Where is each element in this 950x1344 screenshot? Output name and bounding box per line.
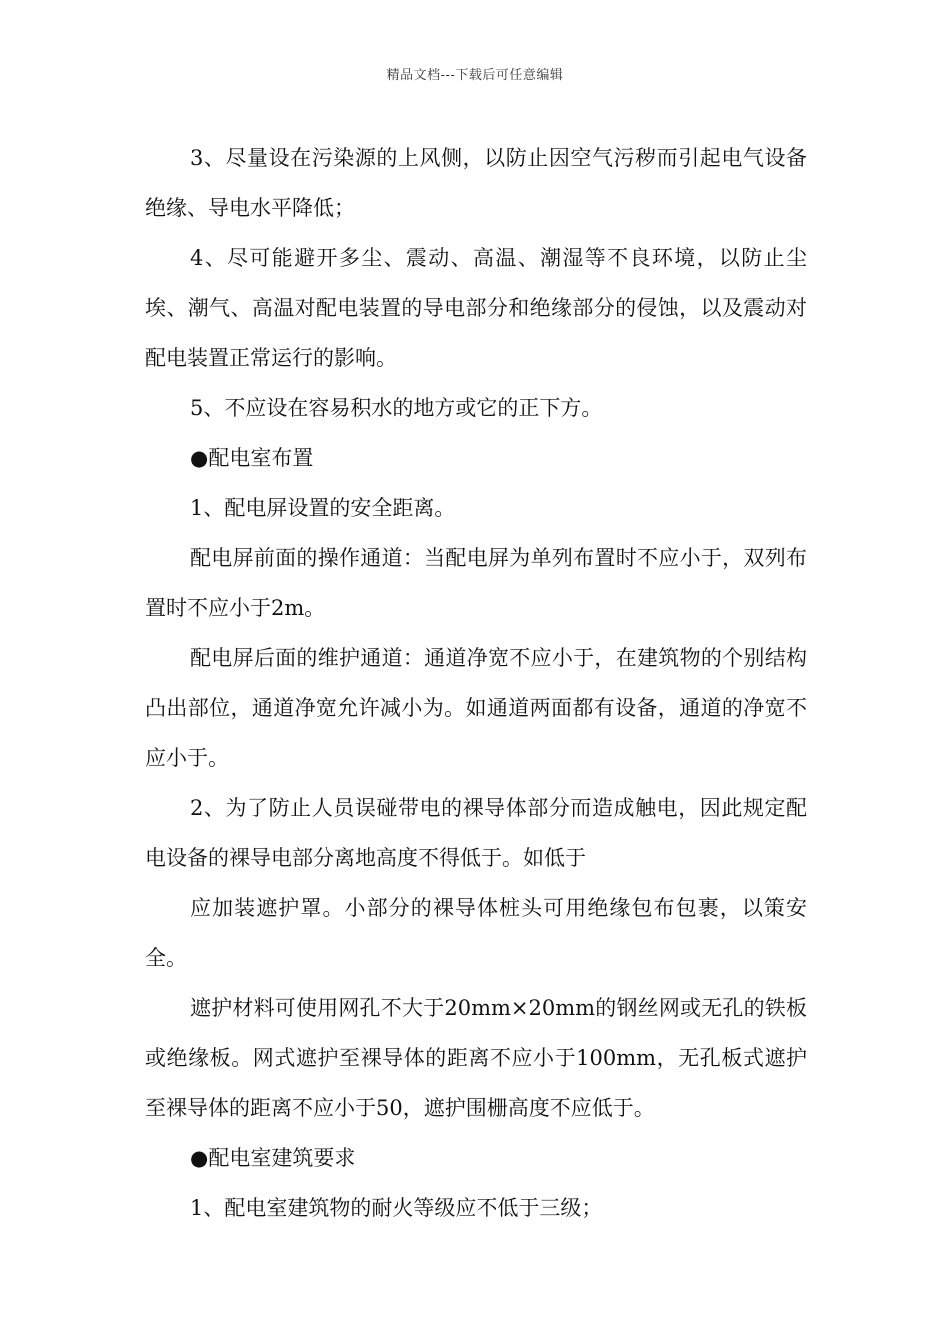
page-header: 精品文档---下载后可任意编辑 — [386, 68, 564, 83]
paragraph: 2、为了防止人员误碰带电的裸导体部分而造成触电，因此规定配电设备的裸导电部分离地高度不得低于。如低于 — [145, 796, 807, 870]
section-heading: ●配电室建筑要求 — [190, 1146, 356, 1170]
document-body — [145, 133, 807, 1233]
paragraph: 1、配电屏设置的安全距离。 — [190, 496, 456, 520]
paragraph: 配电屏后面的维护通道：通道净宽不应小于，在建筑物的个别结构凸出部位，通道净宽允许减小为。如通道两面都有设备，通道的净宽不应小于。 — [145, 646, 807, 770]
paragraph: 遮护材料可使用网孔不大于20mm×20mm的钢丝网或无孔的铁板或绝缘板。网式遮护至裸导体的距离不应小于100mm，无孔板式遮护至裸导体的距离不应小于50，遮护围栅高度不应低于。 — [145, 996, 807, 1120]
paragraph: 5、不应设在容易积水的地方或它的正下方。 — [190, 396, 603, 420]
paragraph: 应加装遮护罩。小部分的裸导体桩头可用绝缘包布包裹，以策安全。 — [145, 896, 807, 970]
paragraph: 3、尽量设在污染源的上风侧，以防止因空气污秽而引起电气设备绝缘、导电水平降低； — [145, 146, 807, 220]
paragraph: 配电屏前面的操作通道：当配电屏为单列布置时不应小于，双列布置时不应小于2m。 — [145, 546, 807, 620]
section-heading: ●配电室布置 — [190, 446, 314, 470]
paragraph: 1、配电室建筑物的耐火等级应不低于三级； — [190, 1196, 603, 1220]
paragraph: 4、尽可能避开多尘、震动、高温、潮湿等不良环境，以防止尘埃、潮气、高温对配电装置的导电部分和绝缘部分的侵蚀，以及震动对配电装置正常运行的影响。 — [145, 246, 807, 370]
